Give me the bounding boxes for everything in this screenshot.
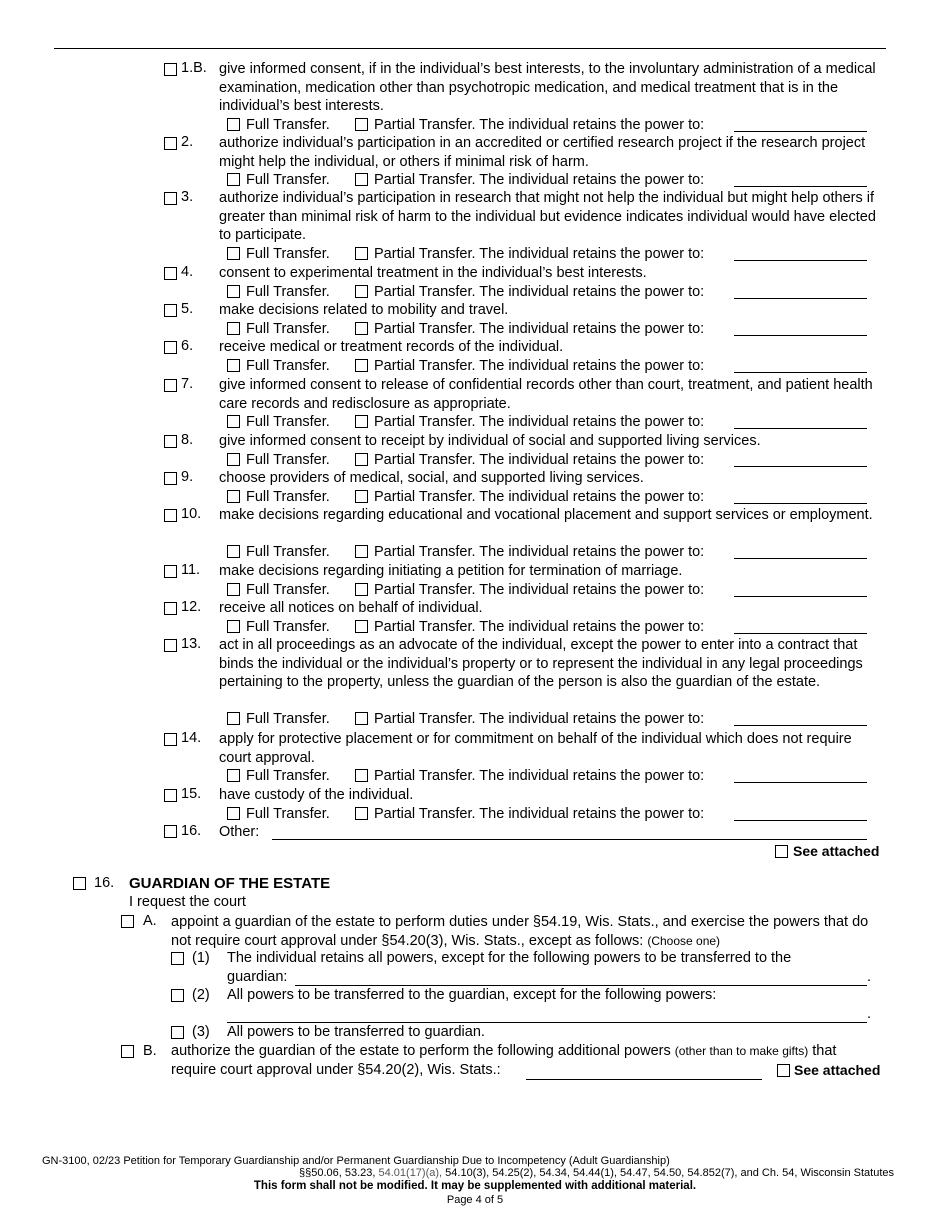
full-transfer-label: Full Transfer. xyxy=(246,544,330,561)
partial-transfer-label: Partial Transfer. The individual retains the power to: xyxy=(374,283,705,300)
estate-option-b-line1 xyxy=(171,1043,836,1059)
full-transfer-checkbox[interactable] xyxy=(227,415,240,428)
person-power-text: receive medical or treatment records of the individual. xyxy=(219,339,564,355)
retained-power-field[interactable] xyxy=(734,298,867,299)
estate-sub-option-2-checkbox[interactable] xyxy=(171,989,184,1002)
partial-transfer-label: Partial Transfer. The individual retains the power to: xyxy=(374,581,705,598)
estate-sub-option-2 xyxy=(171,987,883,1025)
top-rule xyxy=(54,48,886,49)
person-power-number: 1.B. xyxy=(181,60,207,76)
full-transfer-label: Full Transfer. xyxy=(246,320,330,337)
person-power-number: 9. xyxy=(181,469,194,485)
estate-sub-option-2-text: All powers to be transferred to the guardian, except for the following powers: xyxy=(227,987,717,1003)
transfer-line xyxy=(227,320,867,338)
see-attached-estate-label: See attached xyxy=(794,1062,881,1078)
partial-transfer-label: Partial Transfer. The individual retains the power to: xyxy=(374,768,705,785)
partial-transfer-checkbox[interactable] xyxy=(355,285,368,298)
full-transfer-checkbox[interactable] xyxy=(227,712,240,725)
transfer-line xyxy=(227,618,867,636)
partial-transfer-label: Partial Transfer. The individual retains the power to: xyxy=(374,618,705,635)
full-transfer-label: Full Transfer. xyxy=(246,357,330,374)
person-power-text: authorize individual’s participation in research that might not help the individual but might help others if greater than minimal risk of harm to the individual but evidence indicates individual would have elected to participate. xyxy=(219,190,876,244)
retained-power-field[interactable] xyxy=(734,725,867,726)
full-transfer-checkbox[interactable] xyxy=(227,285,240,298)
person-power-checkbox[interactable] xyxy=(164,733,177,746)
full-transfer-label: Full Transfer. xyxy=(246,711,330,728)
person-power-text: apply for protective placement or for commitment on behalf of the individual which does not require court approval. xyxy=(219,731,852,766)
person-power-checkbox[interactable] xyxy=(164,565,177,578)
partial-transfer-label: Partial Transfer. The individual retains the power to: xyxy=(374,488,705,505)
estate-checkbox[interactable] xyxy=(73,877,86,890)
person-power-text: make decisions related to mobility and travel. xyxy=(219,302,509,318)
footer-statutes xyxy=(299,1167,894,1179)
partial-transfer-label: Partial Transfer. The individual retains the power to: xyxy=(374,711,705,728)
estate-option-a-text-block xyxy=(171,913,886,950)
person-power-item xyxy=(164,562,884,600)
partial-transfer-checkbox[interactable] xyxy=(355,453,368,466)
other-power-label: Other: xyxy=(219,824,260,840)
person-power-checkbox[interactable] xyxy=(164,435,177,448)
person-power-item xyxy=(164,432,884,470)
partial-transfer-label: Partial Transfer. The individual retains the power to: xyxy=(374,451,705,468)
person-power-item xyxy=(164,189,884,264)
retained-power-field[interactable] xyxy=(734,782,867,783)
person-power-text: authorize individual’s participation in an accredited or certified research project if the research project might help the individual, or others if minimal risk of harm. xyxy=(219,135,866,170)
estate-sub-option-3-number: (3) xyxy=(192,1024,210,1040)
retained-power-field[interactable] xyxy=(734,633,867,634)
transfer-line xyxy=(227,451,867,469)
partial-transfer-label: Partial Transfer. The individual retains the power to: xyxy=(374,116,705,133)
full-transfer-checkbox[interactable] xyxy=(227,247,240,260)
person-power-item xyxy=(164,786,884,824)
person-power-text: consent to experimental treatment in the individual’s best interests. xyxy=(219,265,647,281)
retained-power-field[interactable] xyxy=(734,131,867,132)
full-transfer-checkbox[interactable] xyxy=(227,490,240,503)
footer-statutes-b: 54.01(17)(a), xyxy=(378,1167,443,1179)
person-power-text: choose providers of medical, social, and supported living services. xyxy=(219,470,644,486)
retained-power-field[interactable] xyxy=(734,335,867,336)
estate-heading-row xyxy=(73,875,883,895)
person-power-number: 2. xyxy=(181,134,194,150)
person-power-number: 12. xyxy=(181,599,202,615)
person-power-item xyxy=(164,134,884,190)
partial-transfer-label: Partial Transfer. The individual retains the power to: xyxy=(374,245,705,262)
partial-transfer-checkbox[interactable] xyxy=(355,173,368,186)
full-transfer-label: Full Transfer. xyxy=(246,768,330,785)
partial-transfer-checkbox[interactable] xyxy=(355,247,368,260)
other-power-field[interactable] xyxy=(272,839,867,840)
retained-power-field[interactable] xyxy=(734,372,867,373)
estate-option-b xyxy=(121,1043,881,1083)
retained-power-field[interactable] xyxy=(734,596,867,597)
person-power-text: give informed consent, if in the individual’s best interests, to the involuntary administration of a medical examination, medication other than psychotropic medication, and medical treatment that is in the individual’s best interests. xyxy=(219,61,876,115)
estate-sub-option-1-text: The individual retains all powers, except for the following powers to be transferred to the xyxy=(227,950,792,966)
person-power-checkbox[interactable] xyxy=(164,379,177,392)
estate-sub-option-1-period: . xyxy=(867,969,872,985)
partial-transfer-checkbox[interactable] xyxy=(355,583,368,596)
partial-transfer-checkbox[interactable] xyxy=(355,620,368,633)
estate-sub-option-3-text: All powers to be transferred to guardian. xyxy=(227,1024,485,1040)
transfer-line xyxy=(227,171,867,189)
estate-option-b-text: authorize the guardian of the estate to perform the following additional powers xyxy=(171,1043,671,1059)
person-power-checkbox[interactable] xyxy=(164,639,177,652)
person-power-item xyxy=(164,60,884,135)
full-transfer-checkbox[interactable] xyxy=(227,173,240,186)
estate-sub-option-2-period: . xyxy=(867,1006,872,1022)
other-power-checkbox[interactable] xyxy=(164,825,177,838)
person-power-text: give informed consent to receipt by individual of social and supported living services. xyxy=(219,433,761,449)
person-power-item xyxy=(164,636,884,729)
retained-power-field[interactable] xyxy=(734,260,867,261)
estate-intro: I request the court xyxy=(129,894,246,910)
partial-transfer-label: Partial Transfer. The individual retains the power to: xyxy=(374,357,705,374)
person-power-text: make decisions regarding educational and vocational placement and support services or employment. xyxy=(219,507,873,523)
partial-transfer-label: Partial Transfer. The individual retains the power to: xyxy=(374,320,705,337)
full-transfer-checkbox[interactable] xyxy=(227,807,240,820)
transfer-line xyxy=(227,710,867,728)
person-power-checkbox[interactable] xyxy=(164,304,177,317)
retained-power-field[interactable] xyxy=(734,503,867,504)
person-power-item xyxy=(164,506,884,562)
person-power-number: 13. xyxy=(181,636,202,652)
partial-transfer-label: Partial Transfer. The individual retains the power to: xyxy=(374,172,705,189)
estate-sub-option-1-checkbox[interactable] xyxy=(171,952,184,965)
see-attached-person-checkbox[interactable] xyxy=(775,845,788,858)
partial-transfer-checkbox[interactable] xyxy=(355,807,368,820)
person-power-item xyxy=(164,301,884,339)
full-transfer-label: Full Transfer. xyxy=(246,451,330,468)
transfer-line xyxy=(227,767,867,785)
person-power-number: 10. xyxy=(181,506,202,522)
person-power-checkbox[interactable] xyxy=(164,192,177,205)
retained-power-field[interactable] xyxy=(734,428,867,429)
footer-page-number: Page 4 of 5 xyxy=(446,1194,504,1206)
person-power-number: 4. xyxy=(181,264,194,280)
person-power-item xyxy=(164,599,884,637)
transfer-line xyxy=(227,413,867,431)
transfer-line xyxy=(227,245,867,263)
full-transfer-label: Full Transfer. xyxy=(246,581,330,598)
partial-transfer-checkbox[interactable] xyxy=(355,769,368,782)
other-power-number: 16. xyxy=(181,823,202,839)
retained-power-field[interactable] xyxy=(734,558,867,559)
estate-option-a-letter: A. xyxy=(143,913,157,929)
estate-sub-option-3 xyxy=(171,1024,883,1044)
partial-transfer-checkbox[interactable] xyxy=(355,490,368,503)
person-power-number: 7. xyxy=(181,376,194,392)
person-power-checkbox[interactable] xyxy=(164,341,177,354)
partial-transfer-label: Partial Transfer. The individual retains the power to: xyxy=(374,805,705,822)
person-power-checkbox[interactable] xyxy=(164,509,177,522)
estate-title: GUARDIAN OF THE ESTATE xyxy=(129,875,331,892)
person-power-number: 8. xyxy=(181,432,194,448)
person-power-number: 5. xyxy=(181,301,194,317)
estate-option-a-checkbox[interactable] xyxy=(121,915,134,928)
estate-sub-option-2-number: (2) xyxy=(192,987,210,1003)
full-transfer-checkbox[interactable] xyxy=(227,769,240,782)
transfer-line xyxy=(227,357,867,375)
person-power-number: 6. xyxy=(181,338,194,354)
person-power-item xyxy=(164,376,884,432)
transfer-line xyxy=(227,488,867,506)
full-transfer-label: Full Transfer. xyxy=(246,805,330,822)
estate-sub-option-3-checkbox[interactable] xyxy=(171,1026,184,1039)
footer-notice: This form shall not be modified. It may be supplemented with additional material. xyxy=(253,1180,697,1192)
person-power-checkbox[interactable] xyxy=(164,267,177,280)
estate-option-a-text: appoint a guardian of the estate to perform duties under §54.19, Wis. Stats., and exercise the powers that do not require court approval under §54.20(3), Wis. Stats., except as follows: xyxy=(171,914,869,949)
full-transfer-checkbox[interactable] xyxy=(227,118,240,131)
see-attached-person-label: See attached xyxy=(793,843,880,859)
partial-transfer-checkbox[interactable] xyxy=(355,415,368,428)
partial-transfer-checkbox[interactable] xyxy=(355,359,368,372)
retained-power-field[interactable] xyxy=(734,820,867,821)
estate-sub-option-1-guardian-label: guardian: xyxy=(227,969,288,985)
person-power-item xyxy=(164,264,884,302)
person-power-item xyxy=(164,338,884,376)
estate-sub-option-1-number: (1) xyxy=(192,950,210,966)
see-attached-estate-checkbox[interactable] xyxy=(777,1064,790,1077)
estate-option-b-letter: B. xyxy=(143,1043,157,1059)
partial-transfer-label: Partial Transfer. The individual retains the power to: xyxy=(374,414,705,431)
person-power-checkbox[interactable] xyxy=(164,63,177,76)
full-transfer-checkbox[interactable] xyxy=(227,322,240,335)
transfer-line xyxy=(227,283,867,301)
person-power-checkbox[interactable] xyxy=(164,472,177,485)
estate-option-b-that: that xyxy=(812,1043,837,1059)
partial-transfer-checkbox[interactable] xyxy=(355,118,368,131)
retained-power-field[interactable] xyxy=(734,466,867,467)
footer-form-id: GN-3100, 02/23 Petition for Temporary Guardianship and/or Permanent Guardianship Due to Incompetency (Adult Guardianship) xyxy=(42,1155,670,1167)
transfer-line xyxy=(227,543,867,561)
full-transfer-checkbox[interactable] xyxy=(227,545,240,558)
transfer-line xyxy=(227,581,867,599)
footer-statutes-a: §§50.06, 53.23, xyxy=(298,1167,376,1179)
estate-sub-option-1 xyxy=(171,950,883,988)
estate-option-b-text-2: require court approval under §54.20(2), Wis. Stats.: xyxy=(171,1062,501,1078)
estate-sub-option-2-field[interactable] xyxy=(227,1022,867,1023)
estate-number: 16. xyxy=(94,875,115,891)
person-power-text: act in all proceedings as an advocate of the individual, except the power to enter into a contract that binds the individual or the individual’s property or to represent the individual in any legal proceedings pertaining to the property, unless the guardian of the person is also the guardian of the estate. xyxy=(219,637,863,691)
person-power-checkbox[interactable] xyxy=(164,602,177,615)
full-transfer-label: Full Transfer. xyxy=(246,618,330,635)
transfer-line xyxy=(227,116,867,134)
full-transfer-checkbox[interactable] xyxy=(227,583,240,596)
estate-option-b-checkbox[interactable] xyxy=(121,1045,134,1058)
person-power-text: make decisions regarding initiating a petition for termination of marriage. xyxy=(219,563,683,579)
partial-transfer-label: Partial Transfer. The individual retains the power to: xyxy=(374,544,705,561)
retained-power-field[interactable] xyxy=(734,186,867,187)
partial-transfer-checkbox[interactable] xyxy=(355,712,368,725)
person-power-text: receive all notices on behalf of individual. xyxy=(219,600,483,616)
estate-option-b-field[interactable] xyxy=(526,1079,762,1080)
person-power-number: 3. xyxy=(181,189,194,205)
full-transfer-label: Full Transfer. xyxy=(246,245,330,262)
person-power-number: 11. xyxy=(181,562,201,578)
estate-option-b-note: (other than to make gifts) xyxy=(674,1044,809,1058)
full-transfer-label: Full Transfer. xyxy=(246,172,330,189)
partial-transfer-checkbox[interactable] xyxy=(355,545,368,558)
full-transfer-label: Full Transfer. xyxy=(246,488,330,505)
full-transfer-checkbox[interactable] xyxy=(227,453,240,466)
transfer-line xyxy=(227,805,867,823)
full-transfer-checkbox[interactable] xyxy=(227,359,240,372)
person-power-number: 15. xyxy=(181,786,202,802)
person-power-item xyxy=(164,469,884,507)
estate-option-a-choose: (Choose one) xyxy=(647,933,721,948)
footer-statutes-c: 54.10(3), 54.25(2), 54.34, 54.44(1), 54.47, 54.50, 54.852(7), and Ch. 54, Wisconsin Statutes xyxy=(445,1167,894,1179)
full-transfer-label: Full Transfer. xyxy=(246,283,330,300)
full-transfer-label: Full Transfer. xyxy=(246,414,330,431)
estate-option-a xyxy=(121,913,881,953)
person-power-number: 14. xyxy=(181,730,202,746)
person-power-checkbox[interactable] xyxy=(164,789,177,802)
estate-sub-option-1-field[interactable] xyxy=(295,985,867,986)
full-transfer-label: Full Transfer. xyxy=(246,116,330,133)
person-power-checkbox[interactable] xyxy=(164,137,177,150)
partial-transfer-checkbox[interactable] xyxy=(355,322,368,335)
full-transfer-checkbox[interactable] xyxy=(227,620,240,633)
person-power-text: have custody of the individual. xyxy=(219,787,414,803)
person-power-text: give informed consent to release of confidential records other than court, treatment, and patient health care records and redisclosure as appropriate. xyxy=(219,377,873,412)
person-power-item xyxy=(164,730,884,786)
